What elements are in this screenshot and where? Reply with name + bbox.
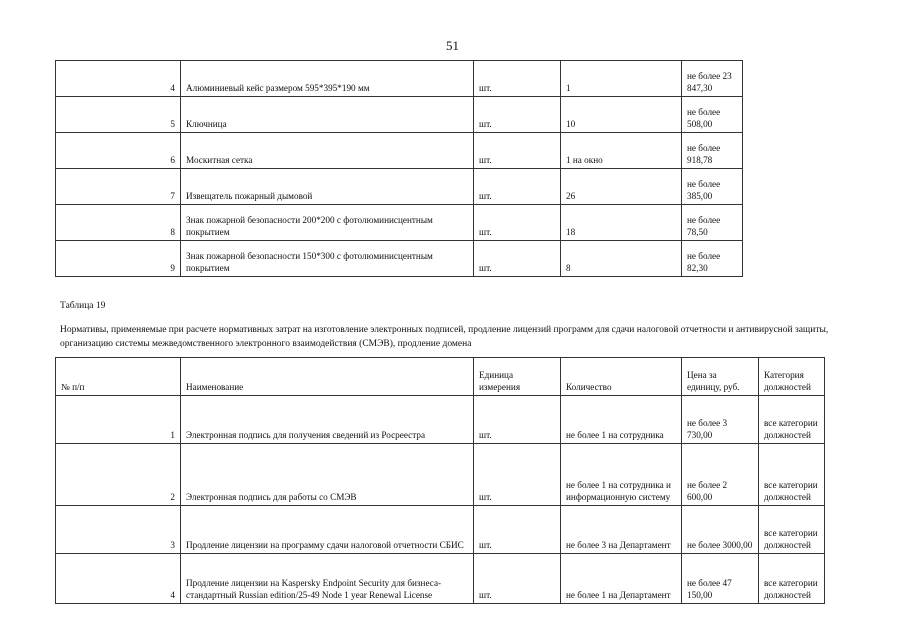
row-number: 4 xyxy=(56,61,181,97)
table-continued xyxy=(55,60,743,277)
row-quantity: 1 на окно xyxy=(561,133,682,169)
row-number: 5 xyxy=(56,97,181,133)
table-row xyxy=(56,444,825,506)
row-unit: шт. xyxy=(474,133,561,169)
row-unit: шт. xyxy=(474,241,561,277)
row-unit: шт. xyxy=(474,169,561,205)
row-name: Знак пожарной безопасности 200*200 с фотолюминисцентным покрытием xyxy=(181,205,474,241)
row-name: Продление лицензии на программу сдачи налоговой отчетности СБИС xyxy=(181,506,474,554)
row-number: 8 xyxy=(56,205,181,241)
row-name: Электронная подпись для работы со СМЭВ xyxy=(181,444,474,506)
row-name: Извещатель пожарный дымовой xyxy=(181,169,474,205)
row-price: не более 385,00 xyxy=(682,169,743,205)
row-unit: шт. xyxy=(474,61,561,97)
row-unit: шт. xyxy=(474,396,561,444)
row-price: не более 508,00 xyxy=(682,97,743,133)
header-category: Категория должностей xyxy=(759,358,825,396)
row-number: 3 xyxy=(56,506,181,554)
row-price: не более 82,30 xyxy=(682,241,743,277)
row-quantity: не более 1 на Департамент xyxy=(561,554,682,604)
row-quantity: не более 1 на сотрудника xyxy=(561,396,682,444)
row-name: Ключница xyxy=(181,97,474,133)
row-name: Алюминиевый кейс размером 595*395*190 мм xyxy=(181,61,474,97)
row-unit: шт. xyxy=(474,506,561,554)
row-category: все категории должностей xyxy=(759,396,825,444)
row-price: не более 3 730,00 xyxy=(682,396,759,444)
row-price: не более 918,78 xyxy=(682,133,743,169)
row-name: Электронная подпись для получения сведений из Росреестра xyxy=(181,396,474,444)
page-number: 51 xyxy=(446,38,459,53)
table-row xyxy=(56,61,743,97)
table-row xyxy=(56,241,743,277)
row-number: 6 xyxy=(56,133,181,169)
row-price: не более 23 847,30 xyxy=(682,61,743,97)
row-quantity: не более 1 на сотрудника и информационную систему xyxy=(561,444,682,506)
table-header-row xyxy=(56,358,825,396)
header-name: Наименование xyxy=(181,358,474,396)
row-price: не более 47 150,00 xyxy=(682,554,759,604)
row-unit: шт. xyxy=(474,97,561,133)
table-row xyxy=(56,554,825,604)
row-quantity: 26 xyxy=(561,169,682,205)
row-unit: шт. xyxy=(474,554,561,604)
header-number: № п/п xyxy=(56,358,181,396)
row-price: не более 2 600,00 xyxy=(682,444,759,506)
row-price: не более 78,50 xyxy=(682,205,743,241)
row-category: все категории должностей xyxy=(759,444,825,506)
row-quantity: 18 xyxy=(561,205,682,241)
table-label: Таблица 19 xyxy=(60,301,106,311)
header-unit: Единица измерения xyxy=(474,358,561,396)
row-number: 2 xyxy=(56,444,181,506)
table-row xyxy=(56,97,743,133)
table-19 xyxy=(55,357,825,604)
row-number: 1 xyxy=(56,396,181,444)
header-quantity: Количество xyxy=(561,358,682,396)
row-number: 7 xyxy=(56,169,181,205)
row-quantity: 10 xyxy=(561,97,682,133)
row-category: все категории должностей xyxy=(759,554,825,604)
row-price: не более 3000,00 xyxy=(682,506,759,554)
row-quantity: не более 3 на Департамент xyxy=(561,506,682,554)
table-row xyxy=(56,205,743,241)
row-quantity: 1 xyxy=(561,61,682,97)
row-number: 4 xyxy=(56,554,181,604)
row-number: 9 xyxy=(56,241,181,277)
header-price: Цена за единицу, руб. xyxy=(682,358,759,396)
row-quantity: 8 xyxy=(561,241,682,277)
table-row xyxy=(56,133,743,169)
row-name: Продление лицензии на Kaspersky Endpoint Security для бизнеса-стандартный Russian edition/25-49 Node 1 year Renewal License xyxy=(181,554,474,604)
row-category: все категории должностей xyxy=(759,506,825,554)
row-unit: шт. xyxy=(474,444,561,506)
table-row xyxy=(56,169,743,205)
row-unit: шт. xyxy=(474,205,561,241)
table-description: Нормативы, применяемые при расчете нормативных затрат на изготовление электронных подписей, продление лицензий программ для сдачи налоговой отчетности и антивирусной защиты, организацию системы межведомственного электронного взаимодействия (СМЭВ), продление домена xyxy=(60,325,829,349)
row-name: Знак пожарной безопасности 150*300 с фотолюминисцентным покрытием xyxy=(181,241,474,277)
table-row xyxy=(56,506,825,554)
table-row xyxy=(56,396,825,444)
row-name: Москитная сетка xyxy=(181,133,474,169)
